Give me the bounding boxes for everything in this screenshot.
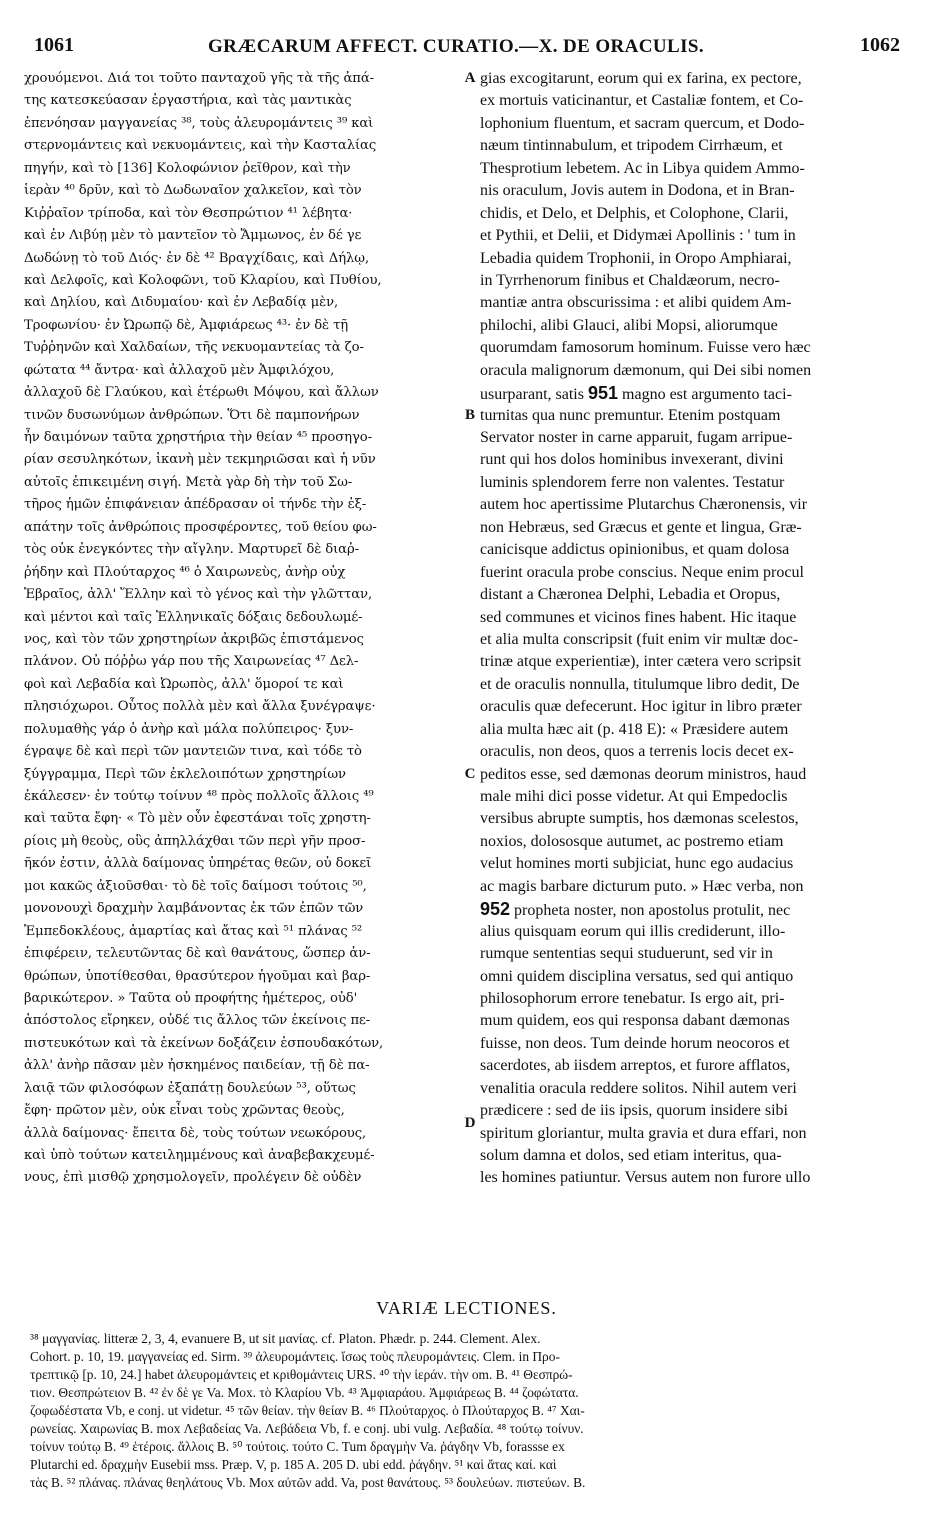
greek-text-line: τινῶν δυσωνύμων ἀνθρώπων. Ὅτι δὲ παμπονήρων	[24, 407, 360, 423]
latin-text-line: in Tyrrhenorum finibus et Chaldæorum, necro-	[480, 271, 780, 289]
running-title: GRÆCARUM AFFECT. CURATIO.—X. DE ORACULIS.	[208, 36, 704, 57]
greek-text-line: ρίοις μὴ θεοὺς, οὓς ἀπηλλάχθαι τῶν περὶ γῆν προσ-	[24, 833, 366, 849]
greek-text-line: απάτην τοῖς ἀνθρώποις προσφέροντες, τοῦ θείου φω-	[24, 519, 377, 535]
variant-reading-line: ζοφωδέστατα Vb, e conj. ut videtur. ⁴⁵ τῶν θείαν. τὴν θείαν B. ⁴⁶ Πλούταρχος. ὁ Πλούταρχος B. ⁴⁷ Χαι-	[30, 1403, 585, 1418]
greek-text-line: Ἑβραῖος, ἀλλ' Ἕλλην καὶ τὸ γένος καὶ τὴν γλῶτταν,	[24, 587, 373, 603]
greek-text-line: ἐκάλεσεν· ἐν τούτῳ τοίνυν ⁴⁸ πρὸς πολλοῖς ἄλλοις ⁴⁹	[24, 789, 374, 804]
latin-text-line: noxios, dolososque autumet, ac postremo etiam	[480, 832, 784, 850]
margin-marker-c: C	[464, 766, 476, 782]
latin-text-line: omni quidem disciplina versatus, sed qui antiquo	[480, 967, 794, 985]
page-header	[28, 34, 906, 62]
greek-text-line: πλησιόχωροι. Οὗτος πολλὰ μὲν καὶ ἄλλα ξυνέγραψε·	[24, 699, 376, 715]
latin-text-line: alius quisquam eorum qui illis crediderunt, illo-	[480, 922, 786, 940]
latin-text-line: philochi, alibi Glauci, alibi Mopsi, aliorumque	[480, 316, 778, 334]
greek-text-line: ἀπόστολος εἴρηκεν, οὐδέ τις ἄλλος τῶν ἐκείνοις πε-	[24, 1013, 371, 1029]
greek-text-line: ξύγγραμμα, Περὶ τῶν ἐκλελοιπότων χρηστηρίων	[24, 766, 346, 782]
greek-text-line: στερνομάντεις καὶ νεκυομάντεις, καὶ τὴν Κασταλίας	[24, 138, 377, 154]
latin-text-line: velut homines morti subjiciat, hunc ego audacius	[480, 855, 794, 873]
latin-text-line: canicisque addictus opinionibus, et quam dolosa	[480, 541, 790, 559]
latin-text-line: distant a Chæronea Delphi, Lebadia et Oropus,	[480, 586, 781, 604]
greek-text-column	[24, 68, 466, 1190]
latin-text-line: prædicere : sed de iis ipsis, quorum insidere sibi	[480, 1102, 788, 1120]
greek-text-line: καὶ Δηλίου, καὶ Διδυμαίου· καὶ ἐν Λεβαδίᾳ μὲν,	[24, 295, 339, 311]
latin-text-line: alia multa hæc ait (p. 418 E): « Præsidere autem	[480, 720, 789, 738]
greek-text-line: καὶ Δελφοῖς, καὶ Κολοφῶνι, τοῦ Κλαρίου, καὶ Πυθίου,	[24, 272, 382, 288]
latin-text-line: quorumdam famosorum hominum. Fuisse vero hæc	[480, 339, 811, 357]
latin-text-line: philosophorum errore tenebatur. Is ergo ait, pri-	[480, 989, 785, 1007]
latin-text-line: male mihi dici posse videtur. At qui Empedoclis	[480, 788, 788, 805]
latin-text-line: venalitia oracula reddere solitos. Nihil autem veri	[480, 1079, 797, 1097]
latin-text-line: les homines patiuntur. Versus autem non furore ullo	[480, 1169, 811, 1187]
variant-reading-line: τρεπτικῷ [p. 10, 24.] habet ἀλευρομάντεις et κριθομάντεις URS. ⁴⁰ τὴν ἱεράν. τὴν om. B. ⁴¹ Θεσπρώ-	[30, 1367, 573, 1382]
margin-marker-a: A	[464, 70, 476, 86]
greek-text-line: ἀλλὰ δαίμονας· ἔπειτα δὲ, τοὺς τούτων νεωκόρους,	[24, 1125, 367, 1141]
variant-reading-line: Cohort. p. 10, 19. μαγγανείας ed. Sirm. ³⁹ ἀλευρομάντεις. ἴσως τοὺς πλευρομάντεις. Clem. in Προ-	[30, 1349, 560, 1364]
greek-text-line: ἔφη· πρῶτον μὲν, οὐκ εἶναι τοὺς χρῶντας θεοὺς,	[24, 1103, 345, 1119]
latin-text-line: autem hoc apertissime Plutarchus Chæronensis, vir	[480, 496, 808, 514]
latin-text-line: runt qui hos dolos hominibus invexerant, divini	[480, 451, 784, 469]
greek-text-line: ἐπενόησαν μαγγανείας ³⁸, τοὺς ἀλευρομάντεις ³⁹ καὶ	[24, 115, 374, 131]
variant-reading-line: ρωνείας. Χαιρωνίας B. mox Λεβαδείας Va. Λεβάδεια Vb, f. e conj. ubi vulg. Λεβαδία. ⁴⁸ τούτῳ τοίνυν.	[30, 1421, 584, 1436]
greek-text-line: έγραψε δὲ καὶ περὶ τῶν μαντειῶν τινα, καὶ τόδε τὸ	[24, 744, 362, 760]
greek-text-line: λαιᾷ τῶν φιλοσόφων ἐξαπάτῃ δουλεύων ⁵³, οὕτως	[24, 1080, 356, 1096]
latin-text-line: versibus abrupte sumptis, hos dæmonas scelestos,	[480, 810, 799, 828]
greek-text-line: πηγήν, καὶ τὸ [136] Κολοφώνιον ῥεῖθρον, καὶ τὴν	[24, 160, 351, 176]
greek-text-line: νους, ἐπὶ μισθῷ χρησμολογεῖν, προλέγειν δὲ οὐδὲν	[24, 1170, 362, 1186]
variae-lectiones-notes	[30, 1330, 906, 1492]
greek-text-line: ἦν δαιμόνων ταῦτα χρηστήρια τὴν θείαν ⁴⁵ προσηγο-	[24, 430, 372, 445]
margin-marker-b: B	[464, 407, 475, 423]
greek-text-line: μοι κακῶς ἀξιοῦσθαι· τὸ δὲ τοῖς δαίμοσι τούτοις ⁵⁰,	[24, 878, 367, 894]
latin-text-line: nis oraculum, Jovis autem in Dodona, et in Bran-	[480, 182, 795, 200]
latin-text-line: trinæ atque experientiæ), inter cætera vero scripsit	[480, 653, 802, 671]
page-number-left: 1061	[34, 34, 74, 56]
variant-reading-line: Plutarchi ed. δραχμὴν Eusebii mss. Præp. V, p. 185 A. 205 D. ubi edd. ῥάγδην. ⁵¹ καὶ ἄτας καί. καὶ	[30, 1457, 557, 1472]
greek-text-line: Τροφωνίου· ἐν Ὠρωπῷ δὲ, Ἀμφιάρεως ⁴³· ἐν δὲ τῇ	[24, 317, 349, 333]
latin-text-line: sacerdotes, ab iisdem arreptos, et furore afflatos,	[480, 1057, 791, 1075]
greek-text-line: ῥήδην καὶ Πλούταρχος ⁴⁶ ὁ Χαιρωνεὺς, ἀνὴρ οὐχ	[24, 564, 346, 580]
variae-lectiones-heading: VARIÆ LECTIONES.	[376, 1298, 557, 1318]
latin-text-line: oraculis, non deos, quos a terrenis locis decet ex-	[480, 743, 794, 761]
latin-text-line: mantiæ antra obscurissima : et alibi quidem Am-	[480, 294, 792, 312]
greek-text-line: πολυμαθὴς γάρ ὁ ἀνὴρ καὶ μάλα πολύπειρος· ξυν-	[24, 721, 354, 737]
greek-text-line: τὸς οὐκ ἐνεγκόντες τὴν αἴγλην. Μαρτυρεῖ δὲ διαῤ-	[24, 542, 359, 558]
latin-text-line: næum tintinnabulum, et tripodem Cirrhæum, et	[480, 137, 783, 155]
latin-text-line: 952 propheta noster, non apostolus protulit, nec	[480, 899, 791, 920]
latin-text-line: et Pythii, et Delii, et Didymæi Apollinis : ' tum in	[480, 227, 796, 245]
latin-text-line: ac magis barbare dicturum puto. » Hæc verba, non	[480, 877, 804, 895]
greek-text-line: αὐτοῖς ἐπικειμένη σιγή. Μετὰ γὰρ δὴ τὴν τοῦ Σω-	[24, 474, 353, 490]
greek-text-line: καὶ ἐν Λιβύῃ μὲν τὸ μαντεῖον τὸ Ἄμμωνος, ἐν δέ γε	[24, 228, 362, 244]
latin-text-line: spiritum gloriantur, multa gravia et dura effari, non	[480, 1124, 807, 1142]
latin-text-line: fuerint oracula probe conscius. Neque enim procul	[480, 563, 804, 581]
latin-text-line: et de oraculis nonnulla, titulumque libro dedit, De	[480, 675, 800, 693]
latin-text-line: ex mortuis vaticinantur, et Castaliæ fontem, et Co-	[480, 92, 804, 110]
greek-text-line: καὶ ὑπὸ τούτων κατειλημμένους καὶ ἀναβεβακχευμέ-	[24, 1148, 375, 1163]
greek-text-line: βαρικώτερον. » Ταῦτα οὐ προφήτης ἡμέτερος, οὐδ'	[24, 990, 358, 1006]
latin-text-line: Thesprotium lebetem. Ac in Libya quidem Ammo-	[480, 159, 805, 177]
greek-text-line: θρώπων, ὑποτίθεσθαι, θρασύτερον ἡγοῦμαι καὶ βαρ-	[24, 968, 371, 984]
greek-text-line: Τυῤῥηνῶν καὶ Χαλδαίων, τῆς νεκυομαντείας τὰ ζο-	[24, 340, 364, 356]
page-number-right: 1062	[860, 34, 900, 56]
latin-text-line: oraculis quæ defecerunt. Hoc igitur in libro præter	[480, 698, 802, 716]
greek-text-line: Ἐμπεδοκλέους, ἁμαρτίας καὶ ἄτας καὶ ⁵¹ πλάνας ⁵²	[24, 923, 363, 939]
latin-text-line: lophonium fluentum, et sacram quercum, et Dodo-	[480, 114, 805, 132]
greek-text-line: ἀλλαχοῦ δὲ Γλαύκου, καὶ ἑτέρωθι Μόψου, καὶ ἄλλων	[24, 385, 379, 401]
greek-text-line: πλάνον. Οὐ πόῤῥω γάρ που τῆς Χαιρωνείας ⁴⁷ Δελ-	[24, 654, 359, 670]
greek-text-line: νος, καὶ τὸν τῶν χρηστηρίων ἀκριβῶς ἐπιστάμενος	[24, 631, 364, 647]
latin-text-line: et alia multa conscripsit (fuit enim vir multæ doc-	[480, 630, 799, 648]
greek-text-line: καὶ μέντοι καὶ ταῖς Ἑλληνικαῖς δόξαις δεδουλωμέ-	[24, 609, 363, 625]
latin-text-line: solum damna et dolos, sed etiam interitus, qua-	[480, 1147, 782, 1164]
greek-text-line: ῆκόν ἐστιν, ἀλλὰ δαίμονας ὑπηρέτας θεῶν, οὐ δοκεῖ	[24, 856, 372, 872]
latin-text-line: oracula malignorum dæmonum, qui Dei sibi nomen	[480, 361, 812, 379]
greek-text-line: πιστευκότων καὶ τὰ ἐκείνων δοξάζειν ἐσπουδακότων,	[24, 1035, 384, 1051]
latin-text-line: Servator noster in carne apparuit, fugam arripue-	[480, 429, 793, 446]
greek-text-line: ἀλλ' ἀνὴρ πᾶσαν μὲν ἠσκημένος παιδείαν, τῇ δὲ πα-	[24, 1058, 370, 1074]
latin-text-line: chidis, et Delo, et Delphis, et Colophone, Clarii,	[480, 204, 789, 222]
latin-text-line: usurparant, satis 951 magno est argumento taci-	[480, 383, 792, 404]
latin-text-line: turnitas qua nunc premuntur. Etenim postquam	[480, 406, 781, 424]
latin-text-line: gias excogitarunt, eorum qui ex farina, ex pectore,	[480, 70, 802, 87]
latin-text-line: fuisse, non deos. Tum deinde horum neocoros et	[480, 1034, 790, 1052]
latin-text-line: luminis splendorem ferre non valentes. Testatur	[480, 473, 785, 491]
greek-text-line: Δωδώνῃ τὸ τοῦ Διός· ἐν δὲ ⁴² Βραγχίδαις, καὶ Δήλῳ,	[24, 250, 370, 266]
greek-text-line: μονονουχὶ δραχμὴν λαμβάνοντας ἐκ τῶν ἐπῶν τῶν	[24, 901, 364, 917]
latin-text-line: sed communes et vicinos fines habent. Hic itaque	[480, 608, 797, 626]
latin-text-line: Lebadia quidem Trophonii, in Oropo Amphiarai,	[480, 249, 792, 267]
greek-text-line: καὶ ταῦτα ἔφη· « Τὸ μὲν οὖν ἐφεστάναι τοῖς χρηστη-	[24, 811, 371, 827]
variant-reading-line: τὰς B. ⁵² πλάνας. πλάνας θεηλάτους Vb. Mox αὐτῶν add. Va, post θανάτους. ⁵³ δουλεύων. πιστεύων. B.	[30, 1475, 586, 1490]
greek-text-line: Κιῤῥαῖον τρίποδα, καὶ τὸν Θεσπρώτιον ⁴¹ λέβητα·	[24, 205, 353, 221]
variant-reading-line: τοίνυν τούτῳ B. ⁴⁹ ἑτέροις. ἄλλοις B. ⁵⁰ τούτοις. τούτο C. Tum δραγμὴν Va. ῥάγδην Vb, forassse ex	[30, 1439, 565, 1454]
latin-text-line: mum quidem, eos qui responsa dabant dæmonas	[480, 1012, 790, 1030]
variant-reading-line: τιον. Θεσπρώτειον B. ⁴² ἐν δὲ γε Va. Mox. τὸ Κλαρίου Vb. ⁴³ Ἀμφιαράου. Ἀμφιάρεως B. ⁴⁴ ζοφώτατα.	[30, 1385, 579, 1400]
greek-text-line: φοὶ καὶ Λεβαδία καὶ Ὠρωπὸς, ἀλλ' ὅμοροί τε καὶ	[24, 676, 344, 692]
greek-text-line: ἱερὰν ⁴⁰ δρῦν, καὶ τὸ Δωδωναῖον χαλκεῖον, καὶ τὸν	[24, 183, 362, 199]
greek-text-line: ρίαν σεσυληκότων, ἱκανὴ μὲν τεκμηριῶσαι καὶ ἡ νῦν	[24, 452, 376, 468]
greek-text-line: φώτατα ⁴⁴ ἄντρα· καὶ ἀλλαχοῦ μὲν Ἀμφιλόχου,	[24, 362, 335, 378]
margin-marker-d: D	[464, 1115, 476, 1131]
migne-page-number: 951	[587, 383, 619, 404]
greek-text-line: χρουόμενοι. Διά τοι τοῦτο πανταχοῦ γῆς τὰ τῆς ἀπά-	[24, 71, 375, 86]
latin-text-line: rumque sententias sequi studuerunt, sed vir in	[480, 945, 773, 963]
greek-text-line: ἐπιφέρειν, τελευτῶντας δὲ καὶ θανάτους, ὥσπερ ἀν-	[24, 946, 371, 962]
latin-text-line: non Hebræus, sed Græcus et gente et lingua, Græ-	[480, 518, 802, 536]
greek-text-line: τῆρος ἡμῶν ἐπιφάνειαν ἀπέδρασαν οἱ τήνδε τὴν ἐξ-	[24, 497, 367, 513]
latin-text-line: peditos esse, sed dæmonas deorum ministros, haud	[480, 765, 807, 783]
latin-text-column	[480, 68, 904, 1190]
variant-reading-line: ³⁸ μαγγανίας. litteræ 2, 3, 4, evanuere B, ut sit μανίας. cf. Platon. Phædr. p. 244. Clement. Alex.	[30, 1331, 541, 1346]
greek-text-line: της κατεσκεύασαν ἐργαστήρια, καὶ τὰς μαντικὰς	[24, 93, 352, 109]
migne-page-number: 952	[480, 899, 511, 920]
